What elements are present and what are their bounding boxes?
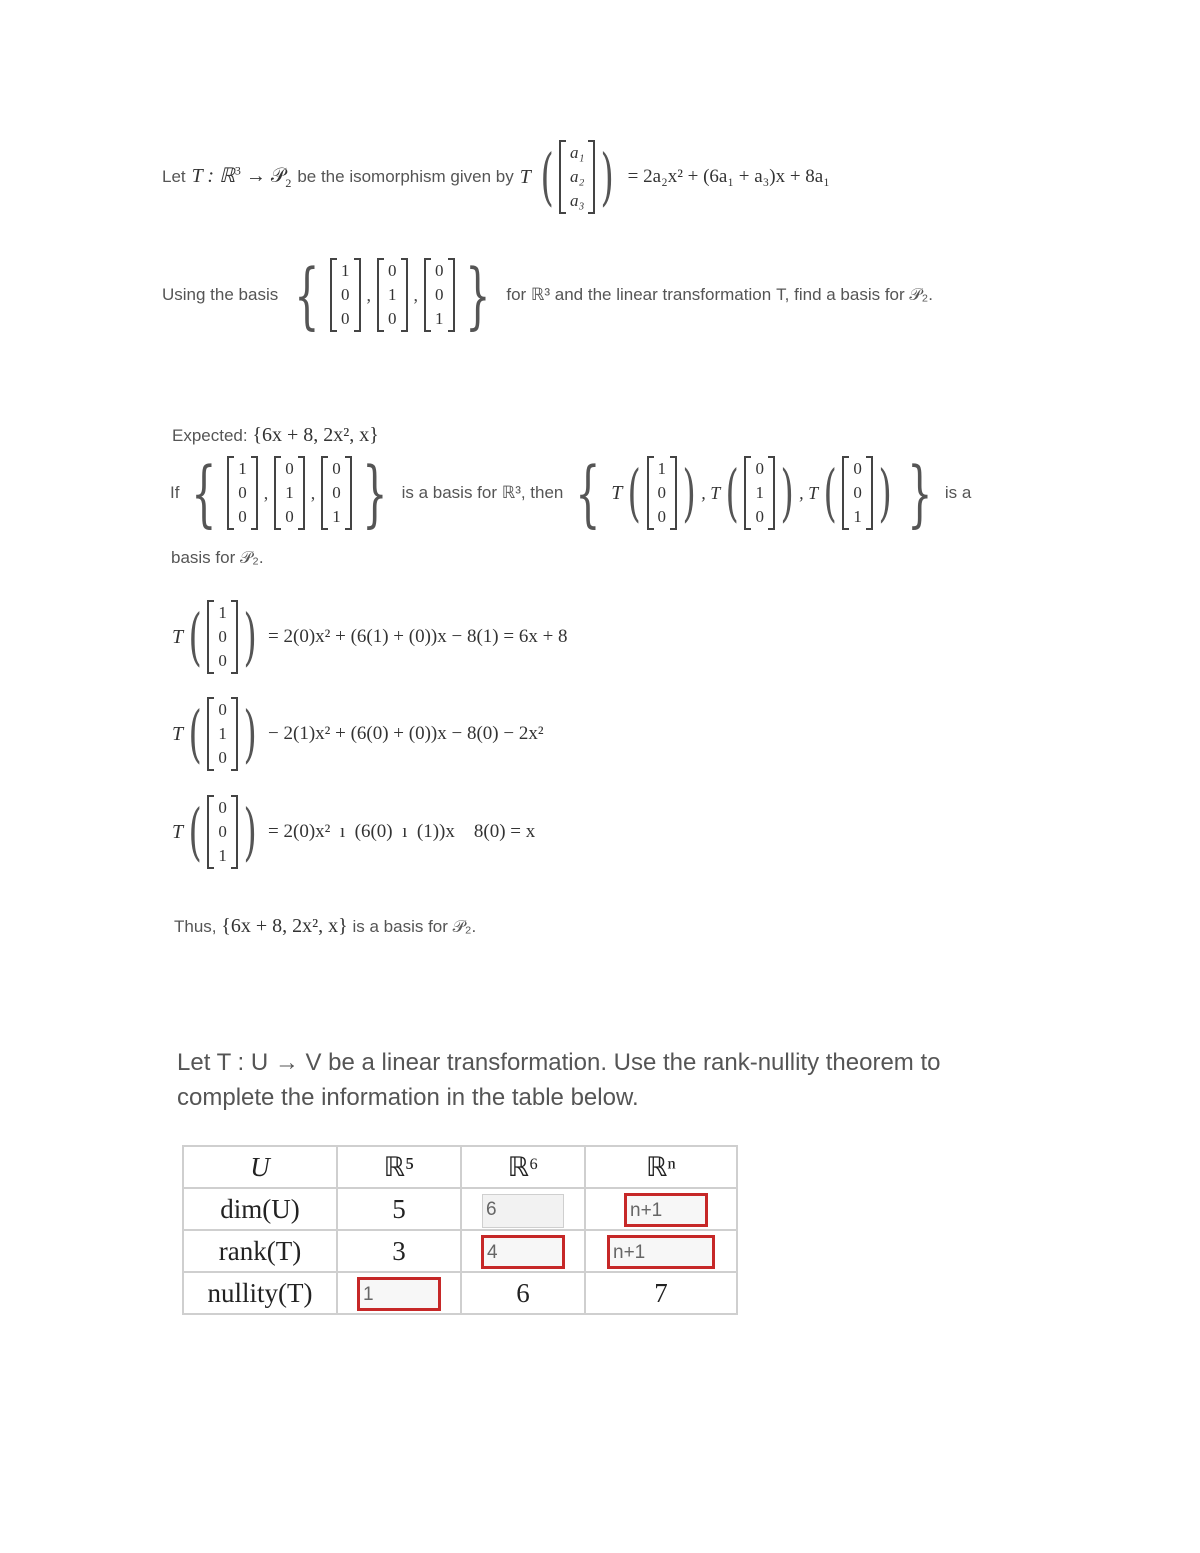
table-cell: 7 <box>585 1272 737 1314</box>
rank-nullity-table <box>182 1145 738 1315</box>
vector-entry: a₂ <box>570 167 585 186</box>
table-cell <box>585 1230 737 1272</box>
computation-rhs: − 2(1)x² + (6(0) + (0))x − 8(0) − 2x² <box>268 723 544 744</box>
header-cell: ℝ⁵ <box>337 1146 461 1188</box>
if-text: If <box>170 483 180 502</box>
left-bracket <box>559 140 566 214</box>
intro-map: T : ℝ <box>191 165 235 187</box>
table-row <box>183 1230 737 1272</box>
answer-input-rank-rn[interactable]: n+1 <box>607 1235 715 1269</box>
basis-vector: 0 1 0 <box>744 456 775 530</box>
table-row <box>183 1188 737 1230</box>
basis-vector: 0 0 1 <box>321 456 352 530</box>
right-brace: } <box>464 253 491 337</box>
image-set: { T ( 1 0 0 ) , T ( 0 1 0 ) , T ( 0 0 1 ) } <box>575 451 933 535</box>
header-cell: ℝ⁶ <box>461 1146 585 1188</box>
basis-vector: 1 0 0 <box>330 258 361 332</box>
basis-set: { 1 0 0 , 0 1 0 , 0 0 1 } <box>294 253 491 337</box>
table-cell: 3 <box>337 1230 461 1272</box>
thus-text: Thus, <box>174 917 217 936</box>
vector-entry: a₃ <box>570 191 585 210</box>
expected-label: Expected: <box>172 426 248 445</box>
table-cell: 5 <box>337 1188 461 1230</box>
table-cell <box>585 1188 737 1230</box>
row-label: dim(U) <box>183 1188 337 1230</box>
thus-set: {6x + 8, 2x², x} <box>221 915 348 937</box>
table-header-row <box>183 1146 737 1188</box>
answer-input-dim-rn[interactable]: n+1 <box>624 1193 708 1227</box>
intro-arrow: → 𝒫 <box>245 165 286 187</box>
right-paren: ) <box>600 140 615 213</box>
basis-vector: 0 1 0 <box>207 697 238 771</box>
a-vector-entries <box>566 141 588 213</box>
find-text: T, find a basis for 𝒫₂. <box>776 285 933 304</box>
t-symbol: T <box>519 165 531 188</box>
row-label: rank(T) <box>183 1230 337 1272</box>
computation-line: T ( 0 0 1 ) = 2(0)x² ı (6(0) ı (1))x 8(0) = x <box>172 795 536 868</box>
basis-vector: 0 0 1 <box>842 456 873 530</box>
basis-vector: 1 0 0 <box>647 456 678 530</box>
using-text: Using the basis <box>162 285 279 304</box>
answer-input-dim-r6[interactable]: 6 <box>482 1194 564 1228</box>
table-cell <box>461 1188 585 1230</box>
vector-entry: a₁ <box>570 143 585 162</box>
basis-vector: 0 1 0 <box>377 258 408 332</box>
intro-sub: 2 <box>285 176 292 190</box>
if-basis-set: { 1 0 0 , 0 1 0 , 0 0 1 } <box>191 451 388 535</box>
intro-exp: 3 <box>234 163 241 178</box>
computation-line: T ( 1 0 0 ) = 2(0)x² + (6(1) + (0))x − 8(1) = 6x + 8 <box>172 600 568 673</box>
computation-line: T ( 0 1 0 ) − 2(1)x² + (6(0) + (0))x − 8(0) − 2x² <box>172 697 544 770</box>
problem1-basis-line <box>162 253 933 337</box>
intro-text: be the isomorphism given by <box>297 167 514 186</box>
thus-line <box>174 915 476 938</box>
basis-vector: 0 0 1 <box>207 795 238 869</box>
table-row <box>183 1272 737 1314</box>
table-cell: 6 <box>461 1272 585 1314</box>
answer-input-nullity-r5[interactable]: 1 <box>357 1277 441 1311</box>
problem1-statement <box>162 140 830 214</box>
computation-rhs: = 2(0)x² ı (6(0) ı (1))x 8(0) = x <box>268 821 536 842</box>
header-cell: ℝⁿ <box>585 1146 737 1188</box>
for-text: for ℝ³ and the linear transformation <box>506 285 772 304</box>
header-cell: U <box>183 1146 337 1188</box>
expected-value: {6x + 8, 2x², x} <box>252 424 379 446</box>
is-basis-text: is a basis for ℝ³, then <box>401 483 564 502</box>
a-vector-expr <box>535 140 620 214</box>
answer-input-rank-r6[interactable]: 4 <box>481 1235 565 1269</box>
problem2-line2: complete the information in the table below. <box>177 1084 639 1111</box>
left-brace: { <box>294 253 320 337</box>
if-line <box>170 451 972 535</box>
is-a-text: is a <box>944 483 972 502</box>
table-cell <box>461 1230 585 1272</box>
left-paren: ( <box>540 140 554 213</box>
row-label: nullity(T) <box>183 1272 337 1314</box>
right-bracket <box>588 140 595 214</box>
basis-for-text: basis for 𝒫₂. <box>171 548 264 567</box>
computation-rhs: = 2(0)x² + (6(1) + (0))x − 8(1) = 6x + 8 <box>268 626 568 647</box>
basis-vector: 1 0 0 <box>207 600 238 674</box>
table-cell <box>337 1272 461 1314</box>
thus-end: is a basis for 𝒫₂. <box>352 917 477 936</box>
problem2-line1: Let T : U → V be a linear transformation. Use the rank-nullity theorem to <box>177 1049 941 1076</box>
basis-vector: 0 1 0 <box>274 456 305 530</box>
expected-line <box>172 424 379 447</box>
basis-vector: 1 0 0 <box>227 456 258 530</box>
basis-vector: 0 0 1 <box>424 258 455 332</box>
intro-let: Let <box>162 167 186 186</box>
rule-rhs: = 2a₂x² + (6a₁ + a₃)x + 8a₁ <box>627 166 830 187</box>
